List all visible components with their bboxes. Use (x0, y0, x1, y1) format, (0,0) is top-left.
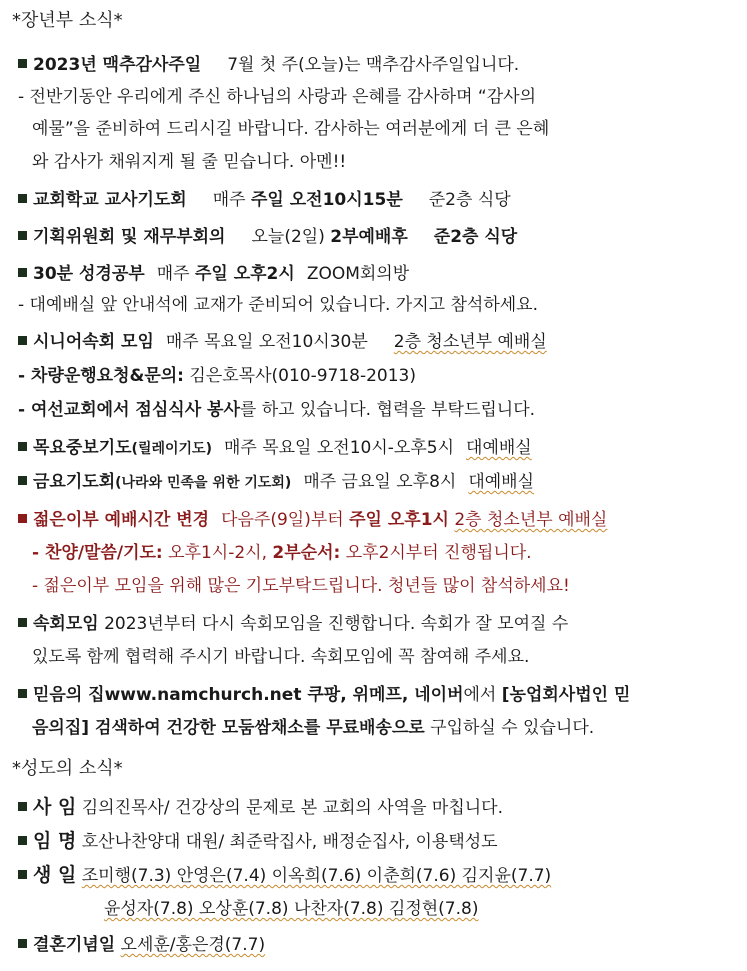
bullet-icon (18, 268, 27, 277)
thanksgiving-line-2: 예물”을 준비하여 드리시길 바랍니다. 감사하는 여러분에게 더 큰 은혜 (32, 119, 550, 139)
senior-time: 매주 목요일 오전10시30분 (165, 332, 368, 352)
thursday-paren: (릴레이기도) (131, 441, 212, 457)
thursday-place: 대예배실 (466, 438, 532, 458)
friday-paren: (나라와 민족을 위한 기도회) (115, 475, 292, 491)
birthday-label: 생 일 (33, 864, 77, 886)
faith-item (18, 680, 731, 705)
bullet-icon (18, 836, 27, 845)
bible-freq: 매주 (156, 264, 190, 284)
appoint-item (18, 826, 731, 853)
bullet-icon (18, 476, 27, 485)
birthday-item (18, 860, 731, 887)
senior-item (18, 327, 731, 352)
birthday-line-2-text: 윤성자(7.8) 오상훈(7.8) 나찬자(7.8) 김정현(7.8) (104, 899, 479, 919)
section-title-members: *성도의 소식* (12, 758, 123, 779)
youth-time: 주일 오후1시 (349, 510, 449, 530)
planning-item (18, 222, 731, 247)
thanksgiving-line-1: - 전반기동안 우리에게 주신 하나님의 사랑과 은혜를 감사하며 “감사의 (18, 87, 536, 107)
friday-item (18, 467, 731, 492)
bible-item (18, 259, 731, 284)
faith-line-2a: 음의집] 검색하여 건강한 모둠쌈채소를 무료배송으로 (32, 718, 425, 738)
youth-sub-2: - 젊은이부 모임을 위해 많은 기도부탁드립니다. 청년들 많이 참석하세요! (32, 576, 570, 596)
bullet-icon (18, 618, 27, 627)
appoint-text: 호산나찬양대 대원/ 최준락집사, 배정순집사, 이용택성도 (81, 832, 498, 852)
youth-item (18, 505, 731, 530)
planning-time: 2부예배후 (330, 227, 408, 247)
planning-date: 오늘(2일) (251, 227, 325, 247)
youth-part2: 오후2시부터 진행됩니다. (345, 543, 532, 563)
cell-title: 속회모임 (33, 614, 99, 634)
teachers-item (18, 185, 731, 210)
cell-item (18, 609, 731, 634)
youth-place: 2층 청소년부 예배실 (454, 510, 608, 530)
resign-label: 사 임 (33, 796, 77, 818)
thanksgiving-text: 7월 첫 주(오늘)는 맥추감사주일입니다. (227, 55, 520, 75)
bullet-icon (18, 336, 27, 345)
bible-time: 주일 오후2시 (194, 264, 295, 284)
senior-place: 2층 청소년부 예배실 (393, 332, 547, 352)
faith-line-2 (18, 713, 731, 738)
thanksgiving-title: 2023년 맥추감사주일 (33, 55, 202, 75)
youth-from: 다음주(9일)부터 (221, 510, 344, 530)
thursday-title: 목요중보기도 (33, 438, 132, 458)
faith-line-1a: 믿음의 집www.namchurch.net 쿠팡, 위메프, 네이버 (33, 685, 464, 705)
youth-part2-label: 2부순서: (272, 543, 341, 563)
anniversary-label: 결혼기념일 (33, 935, 116, 955)
senior-contact-label: - 차량운행요청&문의: (18, 366, 184, 386)
bullet-icon (18, 689, 27, 698)
bible-title: 30분 성경공부 (33, 264, 145, 284)
appoint-label: 임 명 (33, 830, 77, 852)
bullet-icon (18, 802, 27, 811)
cell-line-2: 있도록 함께 협력해 주시기 바랍니다. 속회모임에 꼭 참여해 주세요. (32, 647, 530, 667)
bullet-icon (18, 870, 27, 879)
senior-sub-2 (18, 395, 731, 420)
senior-lunch-text: 를 하고 있습니다. 협력을 부탁드립니다. (239, 400, 536, 420)
bullet-icon (18, 231, 27, 240)
youth-schedule-label: - 찬양/말씀/기도: (32, 543, 163, 563)
teachers-place: 준2층 식당 (428, 190, 511, 210)
birthday-line-1: 조미행(7.3) 안영은(7.4) 이옥희(7.6) 이춘희(7.6) 김지윤(7.7) (81, 866, 552, 886)
teachers-time: 주일 오전10시15분 (250, 190, 403, 210)
bullet-icon (18, 194, 27, 203)
bible-place: ZOOM회의방 (306, 264, 410, 284)
teachers-title: 교회학교 교사기도회 (33, 190, 187, 210)
bullet-icon (18, 442, 27, 451)
bible-sub: - 대예배실 앞 안내석에 교재가 준비되어 있습니다. 가지고 참석하세요. (18, 295, 538, 315)
thanksgiving-line-3: 와 감사가 채워지게 될 줄 믿습니다. 아멘!! (32, 152, 347, 172)
planning-title: 기획위원회 및 재무부회의 (33, 227, 226, 247)
resign-item (18, 792, 731, 819)
friday-place: 대예배실 (468, 472, 535, 492)
anniversary-text: 오세훈/홍은경(7.7) (120, 935, 266, 955)
senior-sub-1 (18, 361, 731, 386)
friday-title: 금요기도회 (33, 472, 116, 492)
friday-time: 매주 금요일 오후8시 (303, 472, 457, 492)
thursday-time: 매주 목요일 오전10시-오후5시 (223, 438, 455, 458)
thanksgiving-item (18, 50, 731, 75)
youth-schedule: 오후1시-2시, (168, 543, 267, 563)
section-title-elders: *장년부 소식* (12, 10, 123, 31)
youth-sub-1 (18, 538, 731, 563)
birthday-line-2 (18, 894, 731, 919)
senior-contact: 김은호목사(010-9718-2013) (189, 366, 417, 386)
faith-line-2b: 구입하실 수 있습니다. (430, 718, 595, 738)
anniversary-item (18, 930, 731, 955)
faith-line-1c: [농업회사법인 믿 (501, 685, 631, 705)
planning-place: 준2층 식당 (433, 227, 518, 247)
teachers-freq: 매주 (212, 190, 246, 210)
bullet-icon (18, 59, 27, 68)
resign-text: 김의진목사/ 건강상의 문제로 본 교회의 사역을 마칩니다. (81, 798, 503, 818)
youth-title: 젊은이부 예배시간 변경 (33, 510, 210, 530)
bullet-icon (18, 939, 27, 948)
senior-title: 시니어속회 모임 (33, 332, 154, 352)
cell-line-1: 2023년부터 다시 속회모임을 진행합니다. 속회가 잘 모여질 수 (104, 614, 569, 634)
faith-line-1b: 에서 (463, 685, 497, 705)
bullet-icon (18, 514, 27, 523)
senior-lunch-label: - 여선교회에서 점심식사 봉사 (18, 400, 240, 420)
thursday-item (18, 433, 731, 458)
